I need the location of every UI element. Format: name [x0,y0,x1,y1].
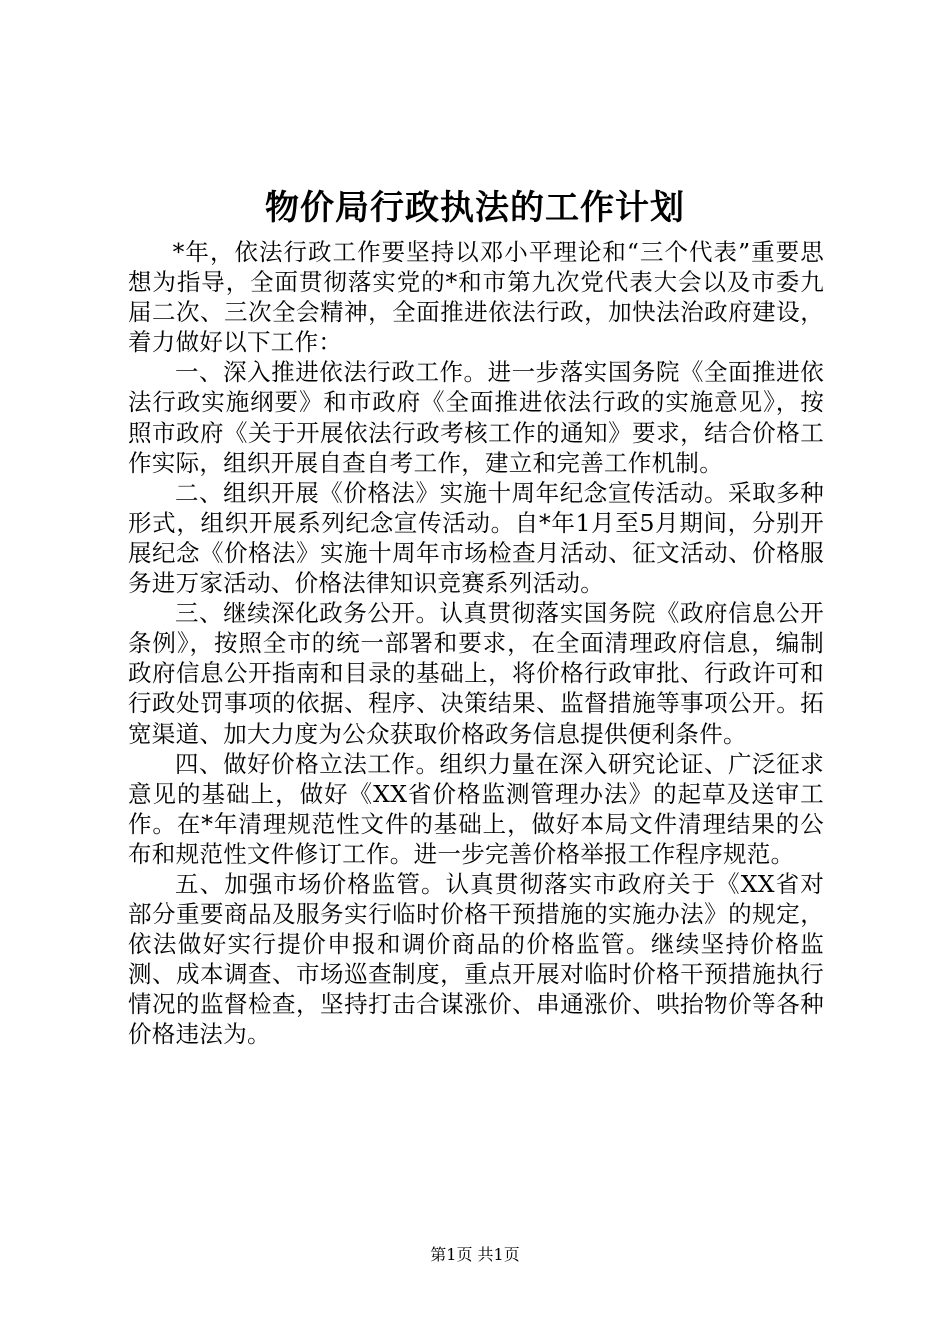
paragraph-intro: *年，依法行政工作要坚持以邓小平理论和“三个代表”重要思想为指导，全面贯彻落实党的*和市第九次党代表大会以及市委九届二次、三次全会精神，全面推进依法行政，加快法治政府建设，着力做好以下工作： [128,238,824,357]
paragraph-item-3: 三、继续深化政务公开。认真贯彻落实国务院《政府信息公开条例》，按照全市的统一部署和要求，在全面清理政府信息，编制政府信息公开指南和目录的基础上，将价格行政审批、行政许可和行政处罚事项的依据、程序、决策结果、监督措施等事项公开。拓宽渠道、加大力度为公众获取价格政务信息提供便利条件。 [128,599,824,748]
paragraph-item-5: 五、加强市场价格监管。认真贯彻落实市政府关于《XX省对部分重要商品及服务实行临时价格干预措施的实施办法》的规定，依法做好实行提价申报和调价商品的价格监管。继续坚持价格监测、成本调查、市场巡查制度，重点开展对临时价格干预措施执行情况的监督检查，坚持打击合谋涨价、串通涨价、哄抬物价等各种价格违法为。 [128,869,824,1049]
document-body [128,237,824,1050]
page-footer: 第1页 共1页 [430,1245,520,1264]
paragraph-item-1: 一、深入推进依法行政工作。进一步落实国务院《全面推进依法行政实施纲要》和市政府《全面推进依法行政的实施意见》，按照市政府《关于开展依法行政考核工作的通知》要求，结合价格工作实际，组织开展自查自考工作，建立和完善工作机制。 [128,358,824,477]
document-title: 物价局行政执法的工作计划 [265,188,685,228]
paragraph-item-2: 二、组织开展《价格法》实施十周年纪念宣传活动。采取多种形式，组织开展系列纪念宣传活动。自*年1月至5月期间，分别开展纪念《价格法》实施十周年市场检查月活动、征文活动、价格服务进万家活动、价格法律知识竞赛系列活动。 [128,478,824,598]
paragraph-item-4: 四、做好价格立法工作。组织力量在深入研究论证、广泛征求意见的基础上，做好《XX省价格监测管理办法》的起草及送审工作。在*年清理规范性文件的基础上，做好本局文件清理结果的公布和规范性文件修订工作。进一步完善价格举报工作程序规范。 [128,749,824,868]
